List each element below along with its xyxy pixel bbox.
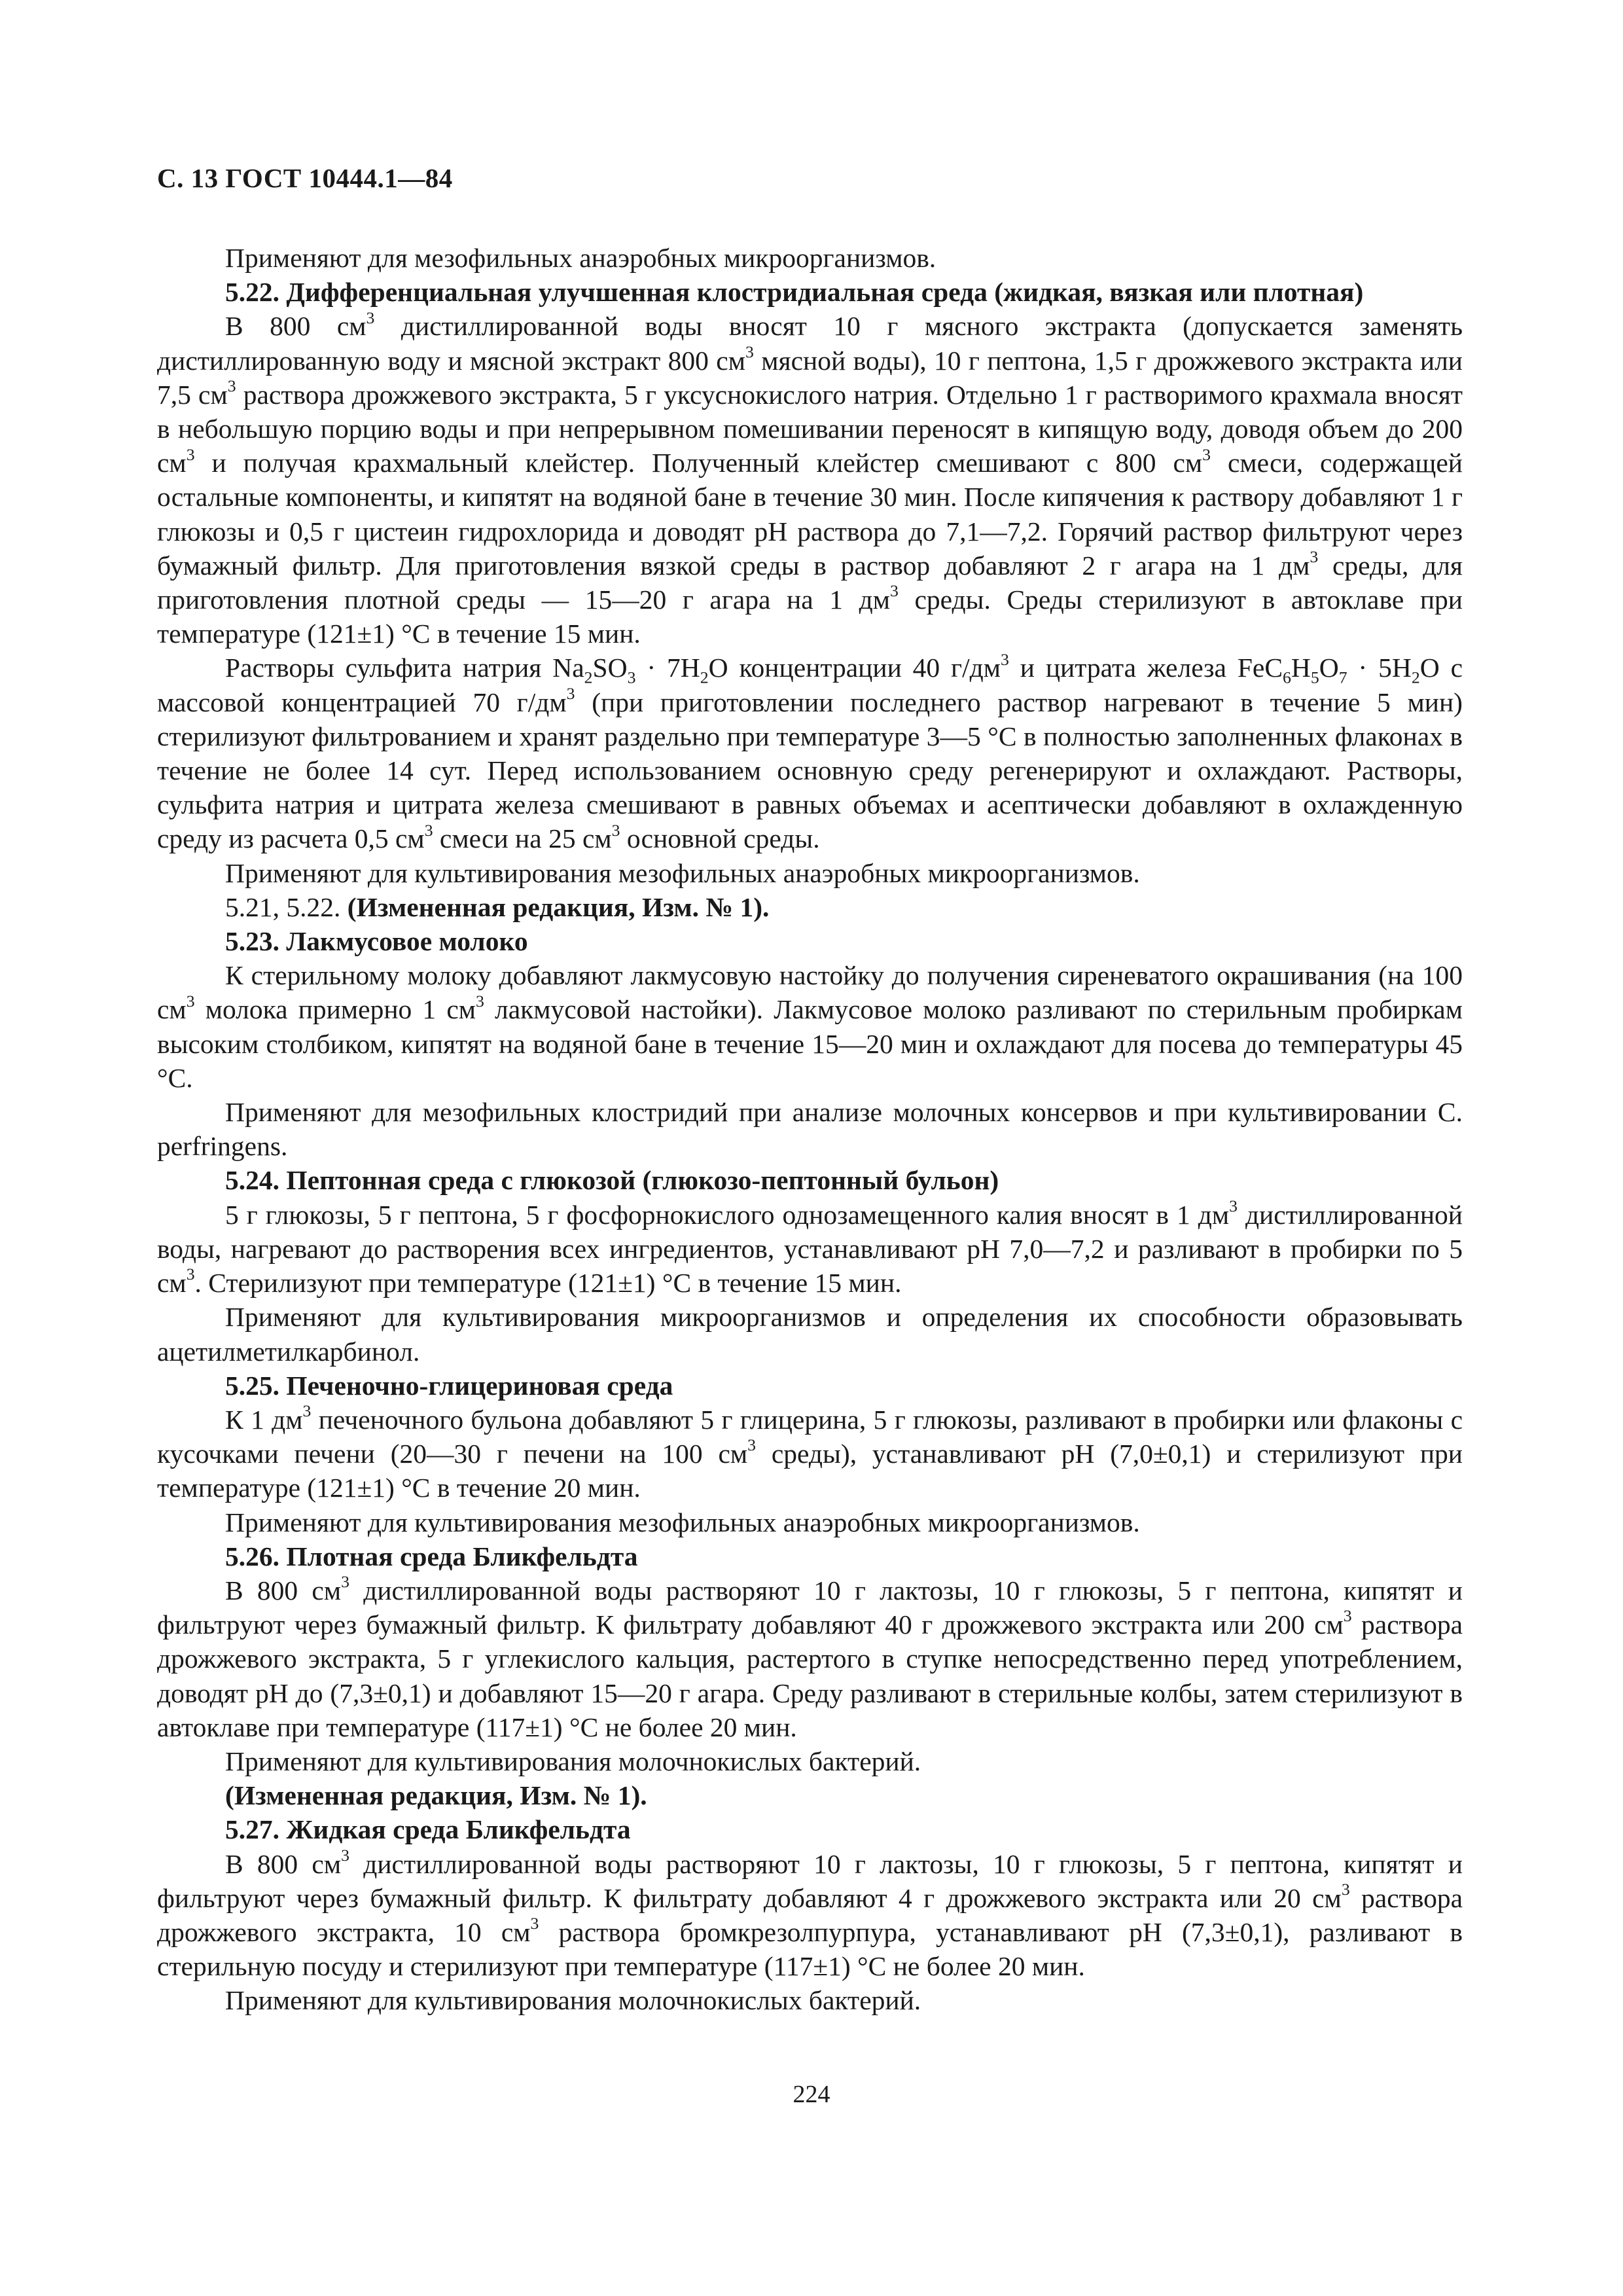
paragraph: 5 г глюкозы, 5 г пептона, 5 г фосфорнокислого однозамещенного калия вносят в 1 $дм^3$ дистиллированной воды, нагревают до растворения всех ингредиентов, устанавливают pH 7,0—7,2 и разливают в пробирки по 5 $см^3$. Стерилизуют при температуре (121±1) °С в течение 15 мин. [157,1196,1463,1299]
document-body [157,241,1463,2018]
section-heading-5-25: 5.25. Печеночно-глицериновая среда [225,1370,673,1401]
section-heading-5-24: 5.24. Пептонная среда с глюкозой (глюкозо-пептонный бульон) [225,1165,999,1196]
paragraph: В 800 $см^3$ дистиллированной воды растворяют 10 г лактозы, 10 г глюкозы, 5 г пептона, кипятят и фильтруют через бумажный фильтр. К фильтрату добавляют 4 г дрожжевого экстракта или 20 $см^3$ раствора дрожжевого экстракта, 10 $см^3$ раствора бромкрезолпурпура, устанавливают pH (7,3±0,1), разливают в стерильную посуду и стерилизуют при температуре (117±1) °С не более 20 мин. [157,1845,1463,1982]
paragraph: Растворы сульфита натрия $Na_2SO_3 \cdot 7H_2O$ концентрации 40 $г/дм^3$ и цитрата железа $FeC_6H_5O_7 \cdot 5H_2O$ с массовой концентрацией 70 $г/дм^3$ (при приготовлении последнего раствор нагревают в течение 5 мин) стерилизуют фильтрованием и хранят раздельно при температуре 3—5 °С в полностью заполненных флаконах в течение не более 14 сут. Перед использованием основную среду регенерируют и охлаждают. Растворы, сульфита натрия и цитрата железа смешивают в равных объемах и асептически добавляют в охлажденную среду из расчета 0,5 $см^3$ смеси на 25 $см^3$ основной среды. [157,649,1463,854]
paragraph: К 1 $дм^3$ печеночного бульона добавляют 5 г глицерина, 5 г глюкозы, разливают в пробирки или флаконы с кусочками печени (20—30 г печени на 100 $см^3$ среды), устанавливают pH (7,0±0,1) и стерилизуют при температуре (121±1) °С в течение 20 мин. [157,1401,1463,1503]
revision-note: (Измененная редакция, Изм. № 1). [225,1780,647,1811]
paragraph: Применяют для культивирования мезофильных анаэробных микроорганизмов. [225,857,1140,888]
page-number: 224 [793,2081,830,2108]
page-header: С. 13 ГОСТ 10444.1—84 [157,163,453,193]
section-heading-5-23: 5.23. Лакмусовое молоко [225,926,528,957]
paragraph: Применяют для культивирования микроорганизмов и определения их способности образовывать ацетилметилкарбинол. [157,1302,1463,1367]
section-heading-5-26: 5.26. Плотная среда Бликфельдта [225,1541,638,1571]
paragraph: В 800 $см^3$ дистиллированной воды вносят 10 г мясного экстракта (допускается заменять дистиллированную воду и мясной экстракт 800 $см^3$ мясной воды), 10 г пептона, 1,5 г дрожжевого экстракта или 7,5 $см^3$ раствора дрожжевого экстракта, 5 г уксуснокислого натрия. Отдельно 1 г растворимого крахмала вносят в небольшую порцию воды и при непрерывном помешивании переносят в кипящую воду, доводя объем до 200 $см^3$ и получая крахмальный клейстер. Полученный клейстер смешивают с 800 $см^3$ смеси, содержащей остальные компоненты, и кипятят на водяной бане в течение 30 мин. После кипячения к раствору добавляют 1 г глюкозы и 0,5 г цистеин гидрохлорида и доводят pH раствора до 7,1—7,2. Горячий раствор фильтруют через бумажный фильтр. Для приготовления вязкой среды в раствор добавляют 2 г агара на 1 $дм^3$ среды, для приготовления плотной среды — 15—20 г агара на 1 $дм^3$ среды. Среды стерилизуют в автоклаве при температуре (121±1) °С в течение 15 мин. [157,308,1463,649]
paragraph: К стерильному молоку добавляют лакмусовую настойку до получения сиреневатого окрашивания (на 100 $см^3$ молока примерно 1 $см^3$ лакмусовой настойки). Лакмусовое молоко разливают по стерильным пробиркам высоким столбиком, кипятят на водяной бане в течение 15—20 мин и охлаждают для посева до температуры 45 °С. [157,960,1463,1093]
paragraph: Применяют для культивирования молочнокислых бактерий. [225,1746,921,1776]
paragraph: Применяют для мезофильных клостридий при анализе молочных консервов и при культивировании C. perfringens. [157,1097,1463,1162]
paragraph: Применяют для мезофильных анаэробных микроорганизмов. [225,243,936,273]
paragraph: В 800 $см^3$ дистиллированной воды растворяют 10 г лактозы, 10 г глюкозы, 5 г пептона, кипятят и фильтруют через бумажный фильтр. К фильтрату добавляют 40 г дрожжевого экстракта или 200 $см^3$ раствора дрожжевого экстракта, 5 г углекислого кальция, растертого в ступке непосредственно перед употреблением, доводят pH до (7,3±0,1) и добавляют 15—20 г агара. Среду разливают в стерильные колбы, затем стерилизуют в автоклаве при температуре (117±1) °С не более 20 мин. [157,1572,1463,1742]
paragraph: Применяют для культивирования мезофильных анаэробных микроорганизмов. [225,1507,1140,1537]
section-heading-5-22: 5.22. Дифференциальная улучшенная клостридиальная среда (жидкая, вязкая или плотная) [225,277,1364,308]
section-heading-5-27: 5.27. Жидкая среда Бликфельдта [225,1814,631,1845]
revision-note: 5.21, 5.22. (Измененная редакция, Изм. № 1). [225,891,770,922]
paragraph: Применяют для культивирования молочнокислых бактерий. [225,1985,921,2016]
